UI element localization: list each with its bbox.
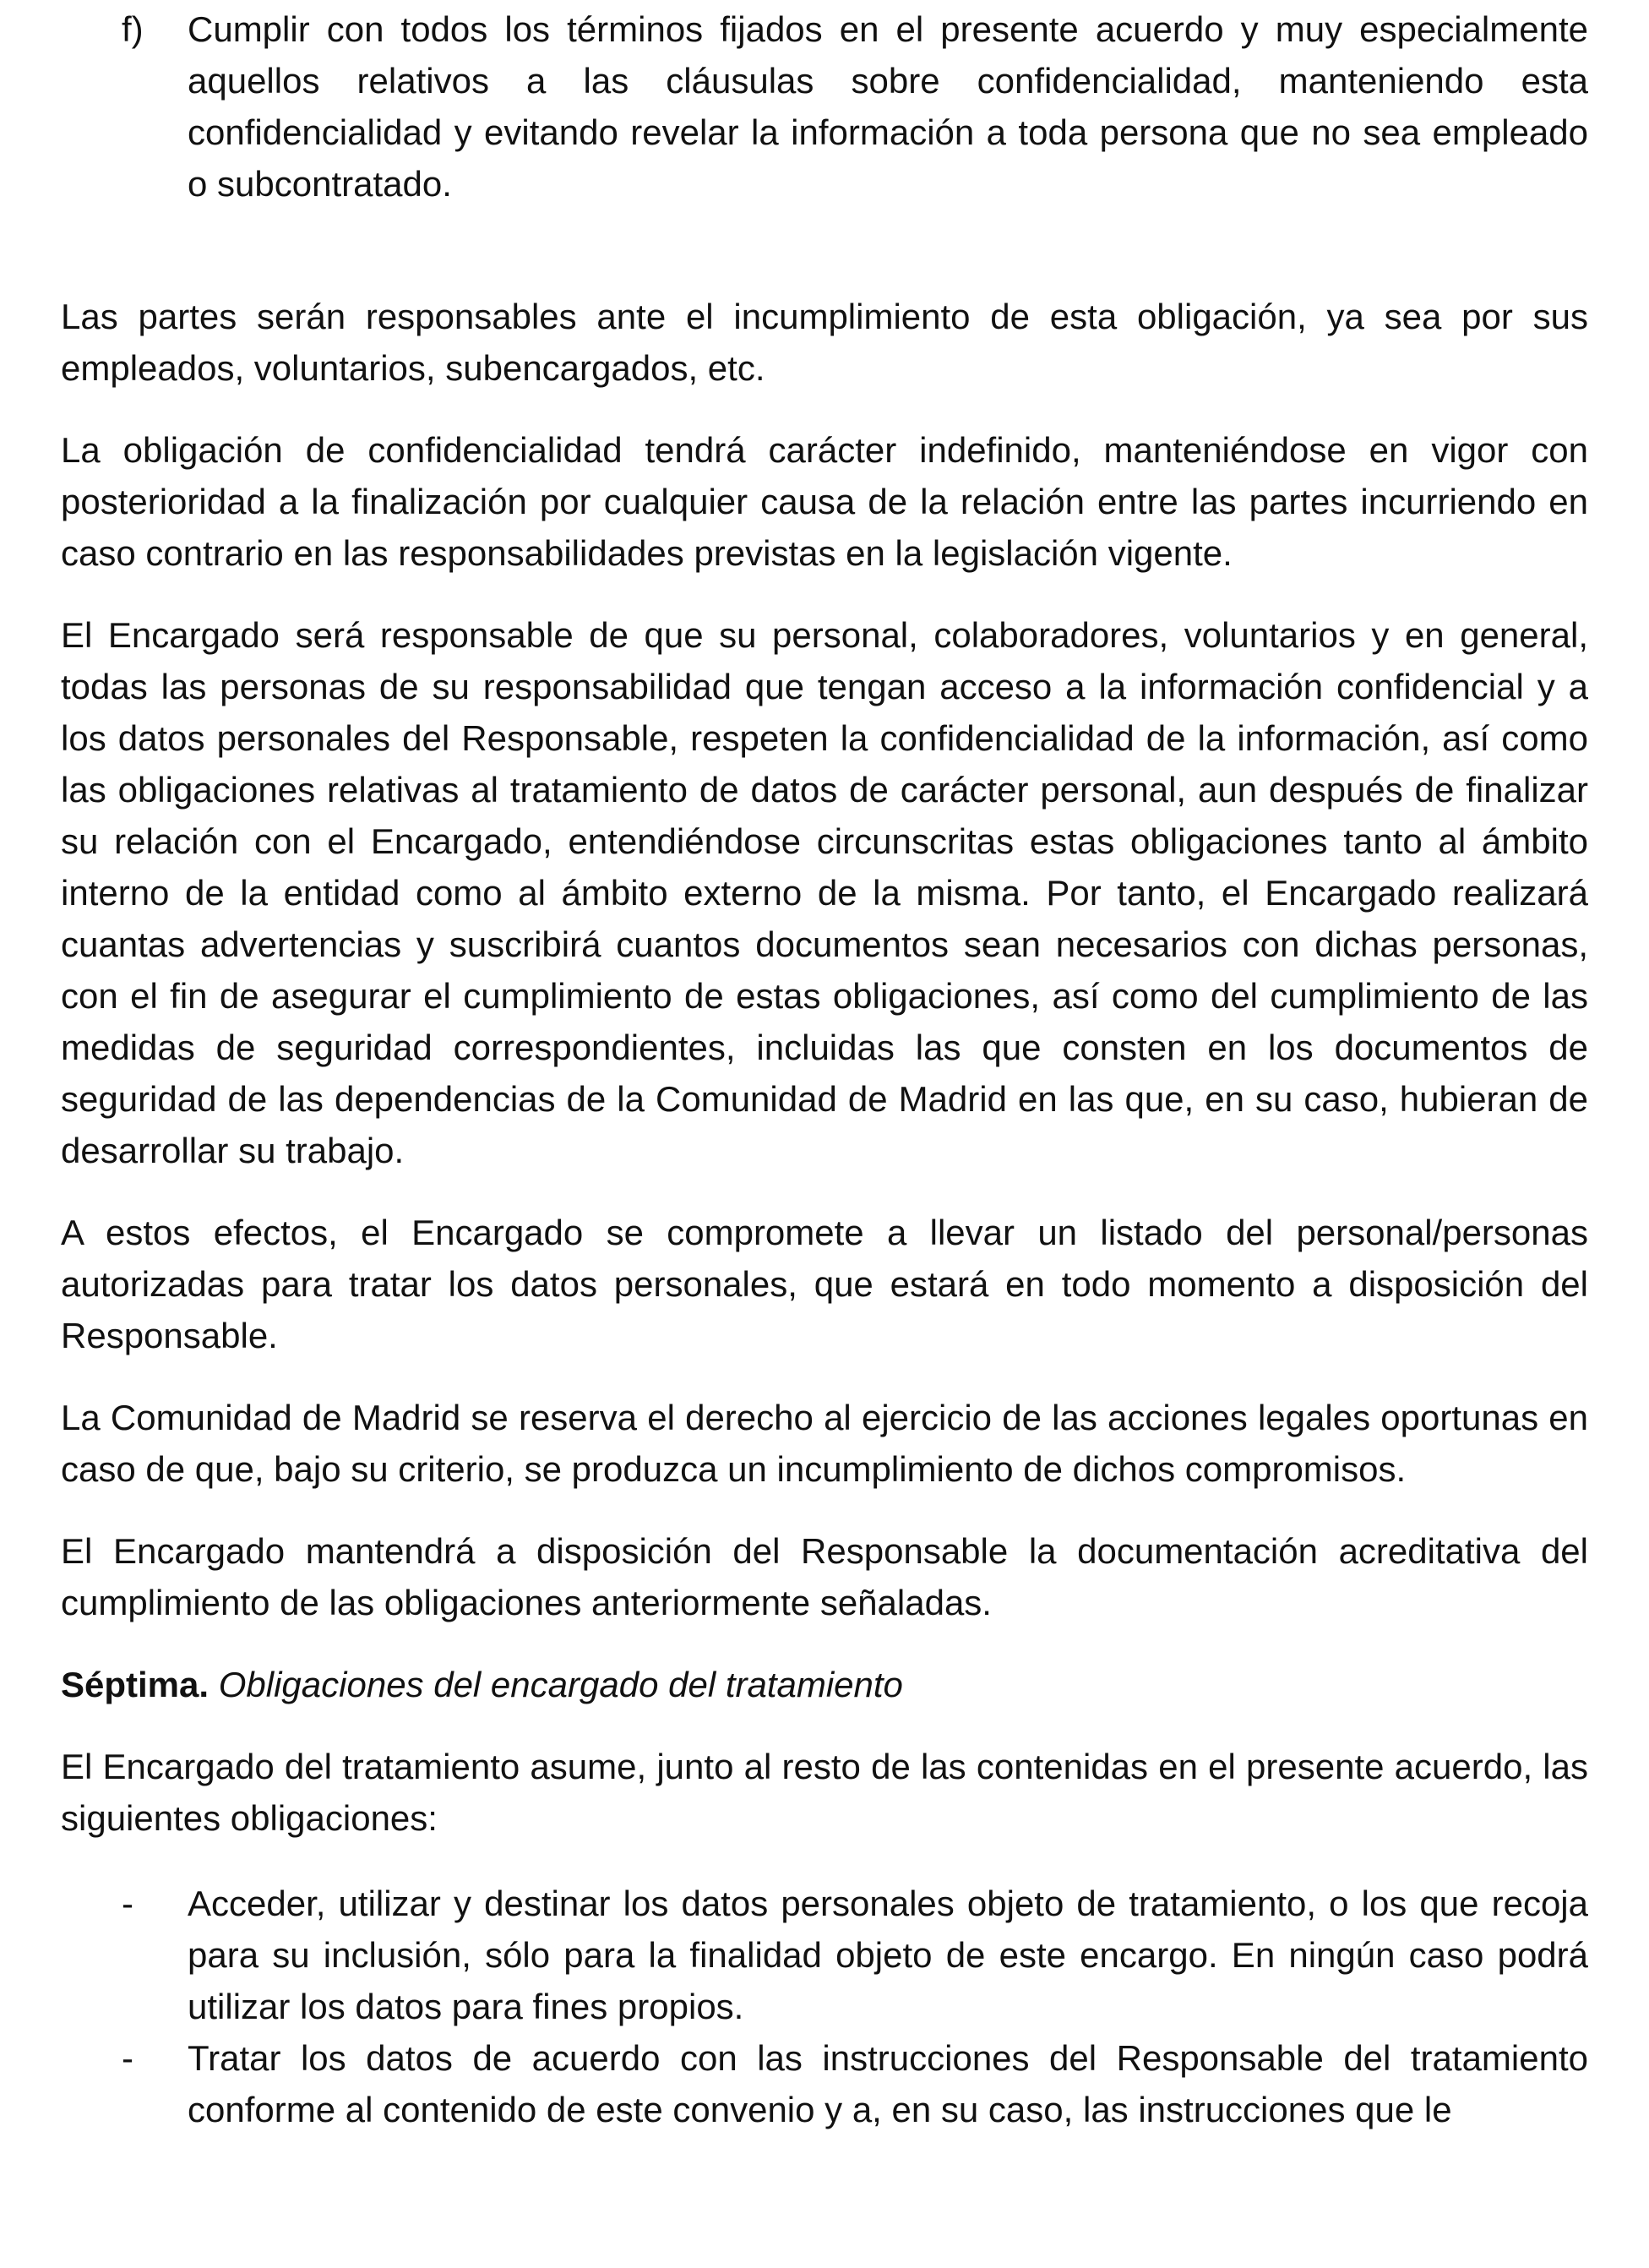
section-heading-number: Séptima. [61,1665,210,1704]
paragraph-documentacion: El Encargado mantendrá a disposición del Responsable la documentación acreditativa del cumplimiento de las obligaciones anteriormente señaladas. [61,1531,1588,1622]
dash-marker: - [122,2038,133,2078]
dash-list-item [61,1878,1588,2032]
list-item-text: Cumplir con todos los términos fijados en el presente acuerdo y muy especialmente aquellos relativos a las cláusulas sobre confidencialidad, manteniendo esta confidencialidad y evitando revelar la información a toda persona que no sea empleado o subcontratado. [188,9,1588,204]
dash-marker: - [122,1884,133,1923]
paragraph-acciones-legales: La Comunidad de Madrid se reserva el derecho al ejercicio de las acciones legales oportunas en caso de que, bajo su criterio, se produzca un incumplimiento de dichos compromisos. [61,1398,1588,1489]
section-heading-title: Obligaciones del encargado del tratamiento [218,1665,903,1704]
section-heading [61,1659,1588,1710]
paragraph-responsabilidad: Las partes serán responsables ante el incumplimiento de esta obligación, ya sea por sus empleados, voluntarios, subencargados, etc. [61,297,1588,388]
paragraph-listado-personal: A estos efectos, el Encargado se compromete a llevar un listado del personal/personas autorizadas para tratar los datos personales, que estará en todo momento a disposición del Responsable. [61,1213,1588,1355]
dash-item-text: Tratar los datos de acuerdo con las instrucciones del Responsable del tratamiento conforme al contenido de este convenio y a, en su caso, las instrucciones que le [188,2038,1588,2129]
dash-item-text: Acceder, utilizar y destinar los datos personales objeto de tratamiento, o los que recoja para su inclusión, sólo para la finalidad objeto de este encargo. En ningún caso podrá utilizar los datos para fines propios. [188,1884,1588,2026]
dash-list-item [61,2032,1588,2135]
document-page [61,3,1588,2135]
paragraph-encargado-personal: El Encargado será responsable de que su personal, colaboradores, voluntarios y en general, todas las personas de su responsabilidad que tengan acceso a la información confidencial y a los datos personales del Responsable, respeten la confidencialidad de la información, así como las obligaciones relativas al tratamiento de datos de carácter personal, aun después de finalizar su relación con el Encargado, entendiéndose circunscritas estas obligaciones tanto al ámbito interno de la entidad como al ámbito externo de la misma. Por tanto, el Encargado realizará cuantas advertencias y suscribirá cuantos documentos sean necesarios con dichas personas, con el fin de asegurar el cumplimiento de estas obligaciones, así como del cumplimiento de las medidas de seguridad correspondientes, incluidas las que consten en los documentos de seguridad de las dependencias de la Comunidad de Madrid en las que, en su caso, hubieran de desarrollar su trabajo. [61,615,1588,1170]
list-marker: f) [122,9,144,49]
paragraph-confidencialidad-indefinida: La obligación de confidencialidad tendrá carácter indefinido, manteniéndose en vigor con posterioridad a la finalización por cualquier causa de la relación entre las partes incurriendo en caso contrario en las responsabilidades previstas en la legislación vigente. [61,430,1588,573]
list-item-f [61,3,1588,210]
paragraph-intro-obligaciones: El Encargado del tratamiento asume, junto al resto de las contenidas en el presente acuerdo, las siguientes obligaciones: [61,1747,1588,1838]
